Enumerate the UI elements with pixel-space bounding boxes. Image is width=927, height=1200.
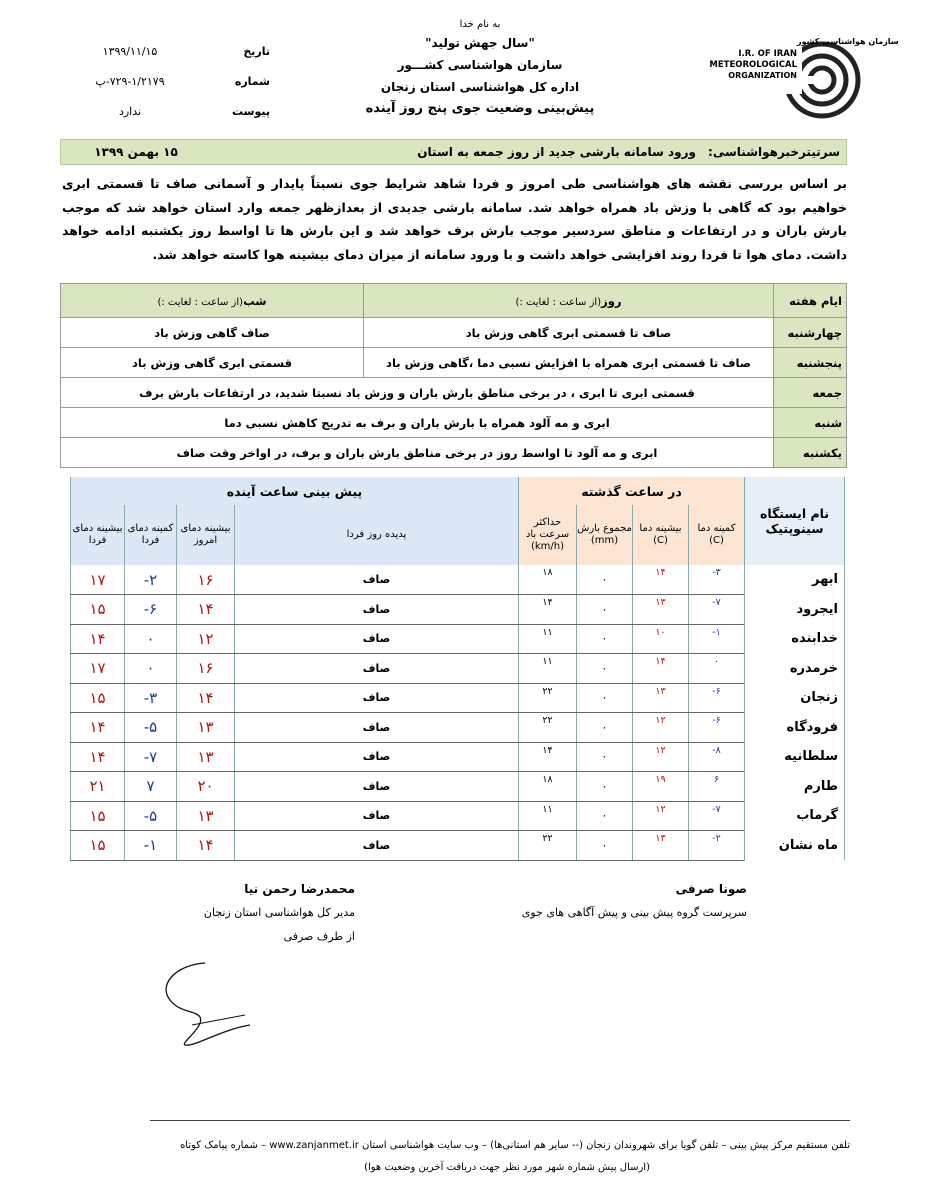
daytime-forecast: صاف تا قسمتی ابری گاهی وزش باد [364, 318, 774, 348]
station-row [71, 742, 845, 772]
station-name: ابهر [745, 565, 845, 595]
past-max-temp: ۱۲ [633, 742, 689, 772]
past-max-wind: ۲۲ [519, 713, 577, 743]
past-max-wind: ۱۱ [519, 624, 577, 654]
station-name: گرماب [745, 801, 845, 831]
station-row [71, 801, 845, 831]
forecast-max-today: ۱۳ [177, 742, 235, 772]
number-label: شماره [234, 74, 270, 88]
stations-sub-header-row [71, 505, 845, 565]
summary-paragraph: بر اساس بررسی نقشه های هواشناسی طی امروز و فردا شاهد شرایط جوی نسبتاً پایدار و آسمانی صاف تا قسمتی ابری خواهیم بود که گاهی با وزش باد همراه خواهد شد. سامانه بارشی جدیدی از بعدازظهر جمعه وارد استان خواهد شد که موجب بارش باران و در ارتفاعات و مناطق سردسیر موجب بارش برف خواهد شد و این بارش ها تا اواسط روز یکشنبه ادامه خواهد داشت. دمای هوا تا فردا روند افزایشی خواهد داشت و با ورود سامانه از میزان دمای بیشینه هوا کاسته خواهد شد. [62, 176, 847, 262]
forecast-max-tomorrow: ۱۴ [71, 624, 125, 654]
daytime-header-rest: (از ساعت : لغایت :) [515, 296, 602, 308]
full-day-forecast: ابری و مه آلود همراه با بارش باران و برف به تدریج کاهش نسبی دما [61, 408, 774, 438]
past-max-wind: ۱۸ [519, 565, 577, 595]
on-behalf-note: از طرف صرفی [283, 930, 355, 943]
tomorrow-phenomenon: صاف [235, 801, 519, 831]
bismillah: به نام خدا [459, 19, 501, 30]
station-row [71, 654, 845, 684]
forecast-max-tomorrow: ۱۵ [71, 801, 125, 831]
station-name: سلطانیه [745, 742, 845, 772]
daytime-header-bold: روز [601, 293, 622, 308]
day-row [61, 318, 847, 348]
phenomenon-header: پدیده روز فردا [235, 505, 519, 565]
footer [70, 1135, 850, 1179]
past-min-temp: ۸- [689, 742, 745, 772]
weekday-header: ایام هفته [774, 284, 847, 318]
precip-header: مجموع بارش (mm) [577, 505, 633, 565]
day-name: یکشنبه [774, 438, 847, 468]
handwritten-signature [150, 955, 260, 1050]
past-max-wind: ۱۱ [519, 801, 577, 831]
forecast-min-tomorrow: ۲- [125, 565, 177, 595]
stations-table [70, 477, 845, 861]
meta-attach [70, 96, 270, 126]
footer-line-2: (ارسال پیش شماره شهر مورد نظر جهت دریافت آخرین وضعیت هوا) [364, 1162, 650, 1173]
past-min-temp: ۶- [689, 713, 745, 743]
headline-label: سرتیترخبرهواشناسی: [708, 145, 840, 159]
forecast-max-tomorrow: ۱۵ [71, 831, 125, 861]
forecast-max-today: ۱۶ [177, 565, 235, 595]
forecast-max-tomorrow: ۲۱ [71, 772, 125, 802]
past-min-temp: ۳- [689, 565, 745, 595]
tomorrow-phenomenon: صاف [235, 595, 519, 625]
night-header-rest: (از ساعت : لغایت :) [157, 296, 244, 308]
past-min-temp: ۱- [689, 624, 745, 654]
slogan: "سال جهش تولید" [425, 36, 535, 50]
forecast-max-today: ۱۳ [177, 801, 235, 831]
attach-value: ندارد [118, 104, 142, 118]
forecast-max-today: ۱۳ [177, 713, 235, 743]
min-temp-header: کمینه دما (C) [689, 505, 745, 565]
station-row [71, 624, 845, 654]
forecast-max-today: ۱۴ [177, 683, 235, 713]
forecast-min-tomorrow: ۳- [125, 683, 177, 713]
forecast-max-tomorrow: ۱۷ [71, 654, 125, 684]
day-name: چهارشنبه [774, 318, 847, 348]
station-row [71, 595, 845, 625]
tomorrow-phenomenon: صاف [235, 683, 519, 713]
org-name: سازمان هواشناسی کشـــور [397, 58, 563, 72]
past-max-temp: ۱۴ [633, 565, 689, 595]
stations-group-header-row [71, 477, 845, 505]
day-name: جمعه [774, 378, 847, 408]
station-row [71, 831, 845, 861]
station-name: خرمدره [745, 654, 845, 684]
tomorrow-phenomenon: صاف [235, 742, 519, 772]
past-max-temp: ۱۳ [633, 595, 689, 625]
full-day-forecast: ابری و مه آلود تا اواسط روز در برخی مناطق بارش باران و برف، در اواخر وقت صاف [61, 438, 774, 468]
attach-label: پیوست [232, 104, 270, 118]
footer-divider [150, 1120, 850, 1121]
tomorrow-phenomenon: صاف [235, 772, 519, 802]
day-row [61, 438, 847, 468]
met-organization-logo [697, 30, 899, 120]
forecast-max-tomorrow: ۱۵ [71, 595, 125, 625]
min-tomorrow-header: کمینه دمای فردا [125, 505, 177, 565]
station-row [71, 772, 845, 802]
station-row [71, 713, 845, 743]
past-max-temp: ۱۳ [633, 831, 689, 861]
forecast-min-tomorrow: ۶- [125, 595, 177, 625]
meta-date [70, 36, 270, 66]
right-signer-title: سرپرست گروه پیش بینی و پیش آگاهی های جوی [521, 906, 747, 919]
forecast-max-today: ۱۴ [177, 831, 235, 861]
past-precip: ۰ [577, 624, 633, 654]
date-label: تاریخ [243, 44, 270, 58]
past-hours-header: در ساعت گذشته [519, 477, 745, 505]
past-min-temp: ۷- [689, 801, 745, 831]
station-name: ماه نشان [745, 831, 845, 861]
station-name: طارم [745, 772, 845, 802]
station-name: خدابنده [745, 624, 845, 654]
past-min-temp: ۶- [689, 683, 745, 713]
forecast-min-tomorrow: ۰ [125, 654, 177, 684]
past-precip: ۰ [577, 595, 633, 625]
forecast-max-tomorrow: ۱۴ [71, 742, 125, 772]
day-row [61, 408, 847, 438]
past-max-temp: ۱۰ [633, 624, 689, 654]
days-forecast-table [60, 283, 847, 468]
forecast-min-tomorrow: ۷- [125, 742, 177, 772]
past-precip: ۰ [577, 713, 633, 743]
headline-bar [60, 139, 847, 165]
forecast-min-tomorrow: ۰ [125, 624, 177, 654]
tomorrow-phenomenon: صاف [235, 654, 519, 684]
station-name-header: نام ایستگاه سینوپتیک [745, 477, 845, 565]
forecast-max-tomorrow: ۱۵ [71, 683, 125, 713]
forecast-hours-header: پیش بینی ساعت آینده [71, 477, 519, 505]
wind-header: حداکثر سرعت باد (km/h) [519, 505, 577, 565]
forecast-max-today: ۲۰ [177, 772, 235, 802]
daytime-header [364, 284, 774, 318]
night-forecast: قسمتی ابری گاهی وزش باد [61, 348, 364, 378]
day-row [61, 348, 847, 378]
past-max-wind: ۱۱ [519, 654, 577, 684]
date-value: ۱۳۹۹/۱۱/۱۵ [102, 44, 158, 58]
days-header-row [61, 284, 847, 318]
forecast-min-tomorrow: ۵- [125, 801, 177, 831]
left-signer-title: مدیر کل هواشناسی استان زنجان [203, 906, 355, 919]
station-name: زنجان [745, 683, 845, 713]
night-header-bold: شب [243, 293, 267, 308]
past-precip: ۰ [577, 742, 633, 772]
station-name: ایجرود [745, 595, 845, 625]
past-max-temp: ۱۹ [633, 772, 689, 802]
past-max-wind: ۱۴ [519, 595, 577, 625]
past-max-temp: ۱۲ [633, 713, 689, 743]
past-precip: ۰ [577, 831, 633, 861]
report-title: پیش‌بینی وضعیت جوی پنج روز آینده [365, 101, 595, 116]
header-meta [70, 36, 270, 126]
footer-line-1: تلفن مستقیم مرکز پیش بینی – تلفن گویا برای شهروندان زنجان (-- سایر هم استانی‌ها) – وب سایت هواشناسی استان www.zanjanmet.ir – شماره پیامک کوتاه [180, 1140, 850, 1151]
past-max-temp: ۱۲ [633, 801, 689, 831]
logo-text-en-3: ORGANIZATION [728, 71, 797, 80]
logo-text-en-1: I.R. OF IRAN [738, 49, 797, 59]
number-value: ۷۲۹-۱/۲۱۷۹-پ [95, 74, 165, 88]
past-max-temp: ۱۴ [633, 654, 689, 684]
daytime-forecast: صاف تا قسمتی ابری همراه با افزایش نسبی دما ،گاهی وزش باد [364, 348, 774, 378]
forecast-max-tomorrow: ۱۷ [71, 565, 125, 595]
past-max-wind: ۲۲ [519, 831, 577, 861]
forecast-max-today: ۱۴ [177, 595, 235, 625]
past-min-temp: ۶ [689, 772, 745, 802]
past-precip: ۰ [577, 683, 633, 713]
tomorrow-phenomenon: صاف [235, 624, 519, 654]
past-precip: ۰ [577, 801, 633, 831]
past-max-temp: ۱۳ [633, 683, 689, 713]
past-min-temp: ۲- [689, 831, 745, 861]
signature-block-right [487, 877, 747, 925]
night-forecast: صاف گاهی وزش باد [61, 318, 364, 348]
tomorrow-phenomenon: صاف [235, 565, 519, 595]
past-precip: ۰ [577, 772, 633, 802]
past-max-wind: ۲۲ [519, 683, 577, 713]
day-row [61, 378, 847, 408]
tomorrow-phenomenon: صاف [235, 713, 519, 743]
forecast-max-tomorrow: ۱۴ [71, 713, 125, 743]
max-today-header: بیشینه دمای امروز [177, 505, 235, 565]
station-name: فرودگاه [745, 713, 845, 743]
signature-block-left [95, 877, 355, 949]
meta-number [70, 66, 270, 96]
station-row [71, 565, 845, 595]
headline-date: ۱۵ بهمن ۱۳۹۹ [94, 145, 178, 159]
office-name: اداره کل هواشناسی استان زنجان [380, 80, 580, 94]
forecast-min-tomorrow: ۱- [125, 831, 177, 861]
past-max-wind: ۱۴ [519, 742, 577, 772]
left-signer-name: محمدرضا رحمن نیا [244, 882, 355, 896]
forecast-min-tomorrow: ۵- [125, 713, 177, 743]
night-header [61, 284, 364, 318]
logo-text-en-2: METEOROLOGICAL [709, 60, 797, 70]
forecast-max-today: ۱۶ [177, 654, 235, 684]
full-day-forecast: قسمتی ابری تا ابری ، در برخی مناطق بارش باران و وزش باد نسبتا شدید، در ارتفاعات بارش برف [61, 378, 774, 408]
header-center [330, 18, 630, 120]
past-min-temp: ۰ [689, 654, 745, 684]
day-name: شنبه [774, 408, 847, 438]
right-signer-name: صونا صرفی [675, 882, 747, 896]
past-precip: ۰ [577, 565, 633, 595]
tomorrow-phenomenon: صاف [235, 831, 519, 861]
day-name: پنجشنبه [774, 348, 847, 378]
station-row [71, 683, 845, 713]
max-tomorrow-header: بیشینه دمای فردا [71, 505, 125, 565]
headline-text: ورود سامانه بارشی جدید از روز جمعه به استان [417, 145, 696, 159]
past-precip: ۰ [577, 654, 633, 684]
past-min-temp: ۷- [689, 595, 745, 625]
past-max-wind: ۱۸ [519, 772, 577, 802]
forecast-max-today: ۱۲ [177, 624, 235, 654]
logo-text-fa: سازمان هواشناسی کشور [797, 37, 899, 46]
max-temp-header: بیشینه دما (C) [633, 505, 689, 565]
forecast-min-tomorrow: ۷ [125, 772, 177, 802]
